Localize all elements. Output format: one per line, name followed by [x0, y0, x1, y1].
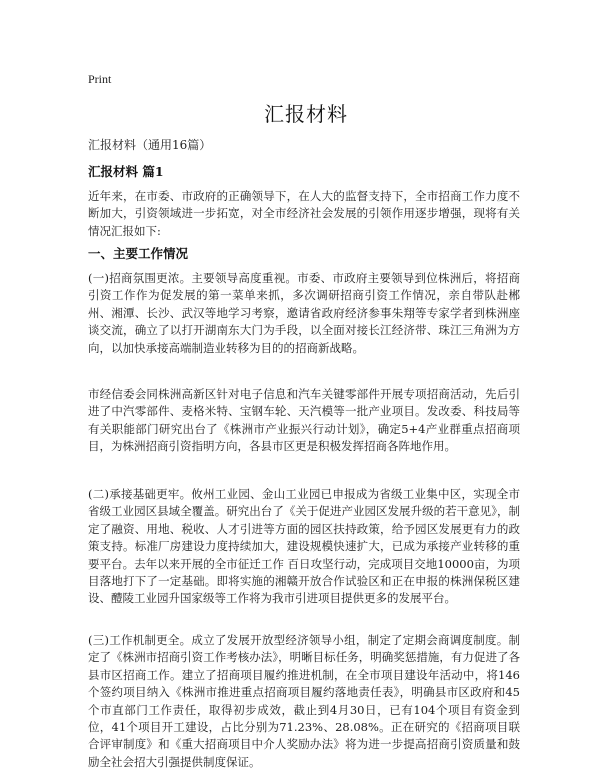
document-title: 汇报材料 — [264, 102, 348, 126]
part-heading: 汇报材料 篇1 — [88, 164, 164, 179]
print-label: Print — [88, 72, 112, 86]
intro-paragraph: 近年来，在市委、市政府的正确领导下，在人大的监督支持下，全市招商工作力度不断加大，引资领域进一步拓宽，对全市经济社会发展的引领作用逐步增强，现将有关情况汇报如下: — [88, 189, 520, 238]
paragraph: (三)工作机制更全。成立了发展开放型经济领导小组，制定了定期会商调度制度。制定了《株洲市招商引资工作考核办法》，明晰目标任务，明确奖惩措施，有力促进了各县市区招商工作。建立了招商项目履约推进机制，在全市项目建设年活动中，将146个签约项目纳入《株洲市推进重点招商项目履约落地责任表》，明确县市区政府和45个市直部门工作责任，取得初步成效，截止到4月30日，已有104个项目有资金到位，41个项目开工建设，占比分别为71.23%、28.08%。正在研究的《招商项目联合评审制度》和《重大招商项目中介人奖励办法》将为进一步提高招商引资质量和鼓励全社会招大引强提供制度保证。 — [88, 633, 520, 769]
paragraph: (二)承接基础更牢。攸州工业园、金山工业园已申报成为省级工业集中区，实现全市省级工业园区县域全覆盖。研究出台了《关于促进产业园区发展升级的若干意见》，制定了融资、用地、税收、人才引进等方面的园区扶持政策，给予园区发展更有力的政策支持。标准厂房建设力度持续加大，建设规模快速扩大，已成为承接产业转移的重要平台。去年以来开展的全市征迁工作 百日攻坚行动，完成项目交地10000亩，为项目落地打下了一定基础。即将实施的湘赣开放合作试验区和正在申报的株洲保税区建设、醴陵工业园升国家级等工作将为我市引进项目提供更多的发展平台。 — [88, 487, 520, 606]
paragraph: (一)招商氛围更浓。主要领导高度重视。市委、市政府主要领导到位株洲后，将招商引资工作作为促发展的第一菜单来抓，多次调研招商引资工作情况，亲自带队赴郴州、湘潭、长沙、武汉等地学习考察，邀请省政府经济参事朱翔等专家学者到株洲座谈交流，确立了以打开湖南东大门为手段，以全面对接长江经济带、珠江三角洲为方向，以加快承接高端制造业转移为目的的招商新战略。 — [88, 271, 520, 355]
section-heading: 一、主要工作情况 — [88, 246, 189, 261]
paragraph: 市经信委会同株洲高新区针对电子信息和汽车关键零部件开展专项招商活动，先后引进了中汽零部件、麦格米特、宝钢车轮、天汽模等一批产业项目。发改委、科技局等有关职能部门研究出台了《株洲市产业振兴行动计划》，确定5+4产业群重点招商项目，为株洲招商引资指明方向，各县市区更是积极发挥招商各阵地作用。 — [88, 387, 520, 454]
document-subtitle: 汇报材料（通用16篇） — [88, 138, 212, 152]
